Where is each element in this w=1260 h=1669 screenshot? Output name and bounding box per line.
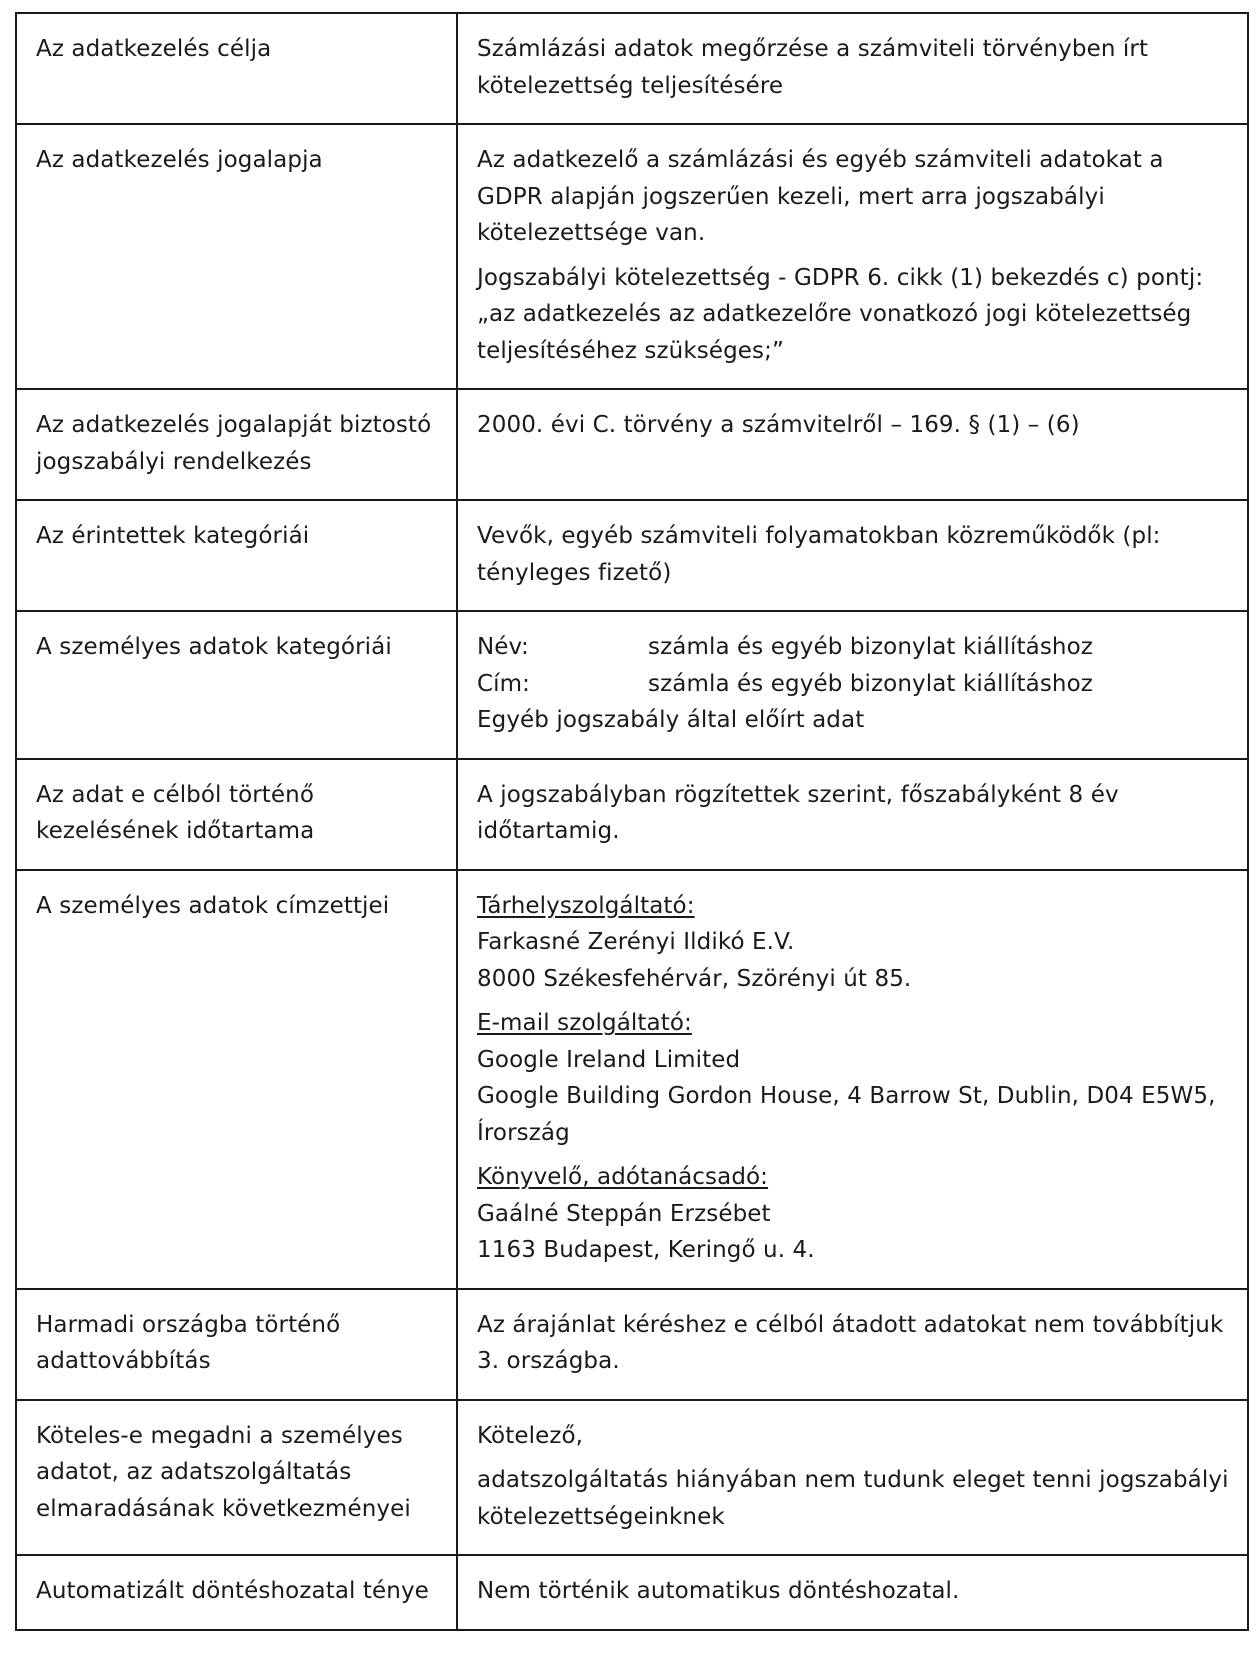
row-label: Az adatkezelés jogalapja — [16, 124, 457, 389]
recipient-line: 8000 Székesfehérvár, Szörényi út 85. — [477, 965, 912, 992]
category-extra: Egyéb jogszabály által előírt adat — [477, 707, 865, 733]
row-content: 2000. évi C. törvény a számvitelről – 169. § (1) – (6) — [457, 389, 1248, 500]
recipient-block — [477, 888, 1229, 998]
recipient-line: Farkasné Zerényi Ildikó E.V. — [477, 929, 795, 955]
recipient-heading: E-mail szolgáltató: — [477, 1010, 692, 1036]
category-key: Név: — [477, 634, 529, 660]
table-row — [16, 1555, 1248, 1630]
table-row — [16, 124, 1248, 389]
category-value: számla és egyéb bizonylat kiállításhoz — [648, 670, 1093, 697]
recipient-block — [477, 1005, 1229, 1151]
row-content — [457, 870, 1248, 1289]
row-label: A személyes adatok címzettjei — [16, 870, 457, 1289]
row-label: Az adat e célból történő kezelésének időtartama — [16, 759, 457, 870]
row-content: Vevők, egyéb számviteli folyamatokban közreműködők (pl: tényleges fizető) — [457, 500, 1248, 611]
category-item — [477, 629, 1229, 666]
row-content: Kötelező, adatszolgáltatás hiányában nem tudunk eleget tenni jogszabályi kötelezettségeinknek — [457, 1400, 1248, 1556]
table-row — [16, 870, 1248, 1289]
data-processing-table — [15, 12, 1249, 1631]
row-label: Harmadi országba történő adattovábbítás — [16, 1289, 457, 1400]
category-key: Cím: — [477, 670, 531, 697]
recipient-line: Google Ireland Limited — [477, 1046, 741, 1073]
row-content: Számlázási adatok megőrzése a számviteli törvényben írt kötelezettség teljesítésére — [457, 13, 1248, 124]
row-content: Nem történik automatikus döntéshozatal. — [457, 1555, 1248, 1630]
recipient-heading: Könyvelő, adótanácsadó: — [477, 1164, 769, 1190]
recipient-line: Google Building Gordon House, 4 Barrow St, Dublin, D04 E5W5, Írország — [477, 1083, 1216, 1146]
row-label: Köteles-e megadni a személyes adatot, az adatszolgáltatás elmaradásának következményei — [16, 1400, 457, 1556]
row-content — [457, 611, 1248, 759]
row-label: A személyes adatok kategóriái — [16, 611, 457, 759]
recipient-heading: Tárhelyszolgáltató: — [477, 892, 695, 919]
row-label: Az adatkezelés jogalapját biztostó jogszabályi rendelkezés — [16, 389, 457, 500]
row-content: Az adatkezelő a számlázási és egyéb számviteli adatokat a GDPR alapján jogszerűen kezeli, mert arra jogszabályi kötelezettsége van. Jogszabályi kötelezettség - GDPR 6. cikk (1) bekezdés c) pontj: „az adatkezelés az adatkezelőre vonatkozó jogi kötelezettség teljesítéséhez szükséges;” — [457, 124, 1248, 389]
table-row — [16, 759, 1248, 870]
row-label: Az adatkezelés célja — [16, 13, 457, 124]
table-row — [16, 500, 1248, 611]
table-row — [16, 1400, 1248, 1556]
table-row — [16, 611, 1248, 759]
recipient-line: 1163 Budapest, Keringő u. 4. — [477, 1237, 815, 1263]
recipient-line: Gaálné Steppán Erzsébet — [477, 1200, 771, 1227]
category-value: számla és egyéb bizonylat kiállításhoz — [648, 634, 1093, 660]
row-label: Az érintettek kategóriái — [16, 500, 457, 611]
row-label: Automatizált döntéshozatal ténye — [16, 1555, 457, 1630]
row-content: Az árajánlat kéréshez e célból átadott adatokat nem továbbítjuk 3. országba. — [457, 1289, 1248, 1400]
table-row — [16, 389, 1248, 500]
category-item — [477, 666, 1229, 703]
row-content: A jogszabályban rögzítettek szerint, főszabályként 8 év időtartamig. — [457, 759, 1248, 870]
table-row — [16, 1289, 1248, 1400]
recipient-block — [477, 1159, 1229, 1269]
table-row — [16, 13, 1248, 124]
